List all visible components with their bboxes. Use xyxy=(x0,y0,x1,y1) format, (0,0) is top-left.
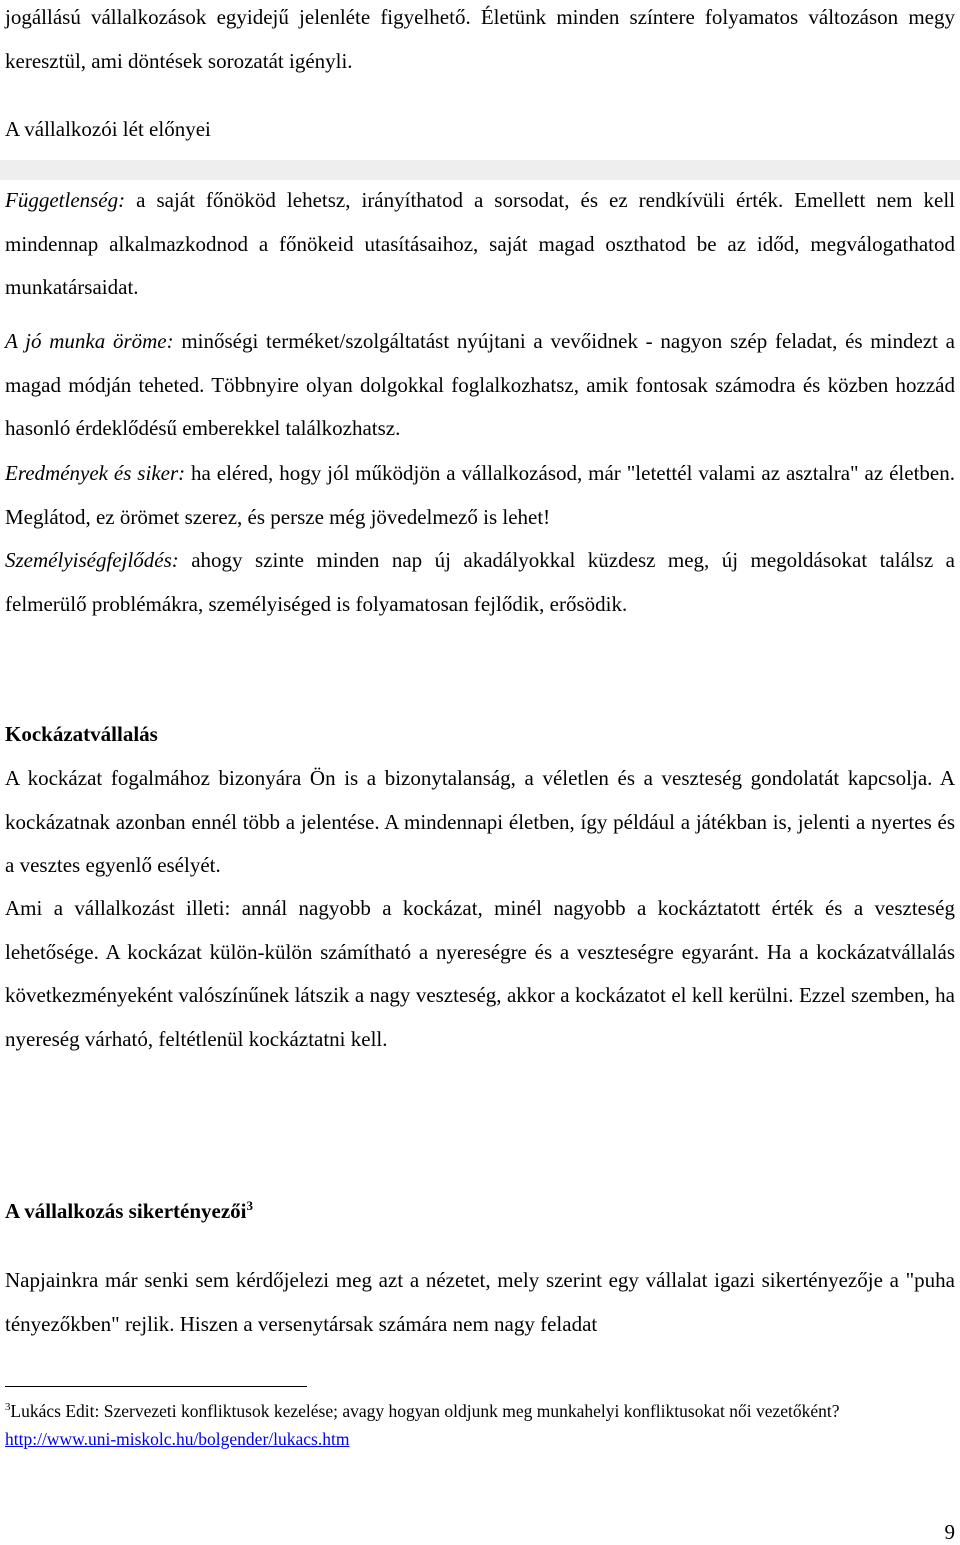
advantage-text: ha eléred, hogy jól működjön a vállalkozásod, már "letettél valami az asztalra" az életben. Meglátod, ez örömet szerez, és persze még jövedelmező is lehet! xyxy=(5,461,955,529)
advantage-text: ahogy szinte minden nap új akadályokkal küzdesz meg, új megoldásokat találsz a felmerülő problémákra, személyiséged is folyamatosan fejlődik, erősödik. xyxy=(5,548,955,616)
advantage-item-personal-growth xyxy=(5,539,955,626)
advantages-heading: A vállalkozói lét előnyei xyxy=(5,117,211,141)
advantage-term: Függetlenség: xyxy=(5,188,126,212)
page-number: 9 xyxy=(944,1520,955,1544)
footnote-separator xyxy=(5,1386,307,1387)
intro-paragraph: jogállású vállalkozások egyidejű jelenléte figyelhető. Életünk minden színtere folyamatos változáson megy keresztül, ami döntések sorozatát igényli. xyxy=(5,5,955,73)
success-paragraph: Napjainkra már senki sem kérdőjelezi meg azt a nézetet, mely szerint egy vállalat igazi sikertényezője a "puha tényezőkben" rejlik. Hiszen a versenytársak számára nem nagy feladat xyxy=(5,1268,955,1336)
risk-paragraph-1: A kockázat fogalmához bizonyára Ön is a bizonytalanság, a véletlen és a veszteség gondolatát kapcsolja. A kockázatnak azonban ennél több a jelentése. A mindennapi életben, így például a játékban is, jelenti a nyertes és a vesztes egyenlő esélyét. xyxy=(5,766,955,877)
footnote-reference[interactable]: 3 xyxy=(246,1198,253,1213)
footnote-mark: 3 xyxy=(5,1401,11,1414)
success-heading xyxy=(5,1199,253,1224)
section-divider-band xyxy=(0,160,960,180)
advantage-item-independence xyxy=(5,179,955,310)
footnote xyxy=(5,1397,955,1453)
footnote-link[interactable]: http://www.uni-miskolc.hu/bolgender/lukacs.htm xyxy=(5,1429,350,1449)
risk-paragraph-2: Ami a vállalkozást illeti: annál nagyobb a kockázat, minél nagyobb a kockáztatott érték és a veszteség lehetősége. A kockázat külön-külön számítható a nyereségre és a veszteségre egyaránt. Ha a kockázatvállalás következményeként valószínűnek látszik a nagy veszteség, akkor a kockázatot el kell kerülni. Ezzel szemben, ha nyereség várható, feltétlenül kockáztatni kell. xyxy=(5,896,955,1051)
advantage-term: Eredmények és siker: xyxy=(5,461,186,485)
advantage-item-joy-of-work xyxy=(5,320,955,451)
advantage-item-results xyxy=(5,452,955,539)
advantage-term: A jó munka öröme: xyxy=(5,329,174,353)
success-heading-text: A vállalkozás sikertényezői xyxy=(5,1199,247,1223)
risk-heading: Kockázatvállalás xyxy=(5,722,158,746)
advantage-text: a saját főnököd lehetsz, irányíthatod a sorsodat, és ez rendkívüli érték. Emellett nem kell mindennap alkalmazkodnod a főnökeid utasításaihoz, saját magad oszthatod be az időd, megválogathatod munkatársaidat. xyxy=(5,188,955,299)
advantage-term: Személyiségfejlődés: xyxy=(5,548,179,572)
advantage-text: minőségi terméket/szolgáltatást nyújtani a vevőidnek - nagyon szép feladat, és mindezt a magad módján teheted. Többnyire olyan dolgokkal foglalkozhatsz, amik fontosak számodra és közben hozzád hasonló érdeklődésű emberekkel találkozhatsz. xyxy=(5,329,955,440)
footnote-text: Lukács Edit: Szervezeti konfliktusok kezelése; avagy hogyan oldjunk meg munkahelyi konfliktusokat női vezetőként? xyxy=(10,1401,840,1421)
